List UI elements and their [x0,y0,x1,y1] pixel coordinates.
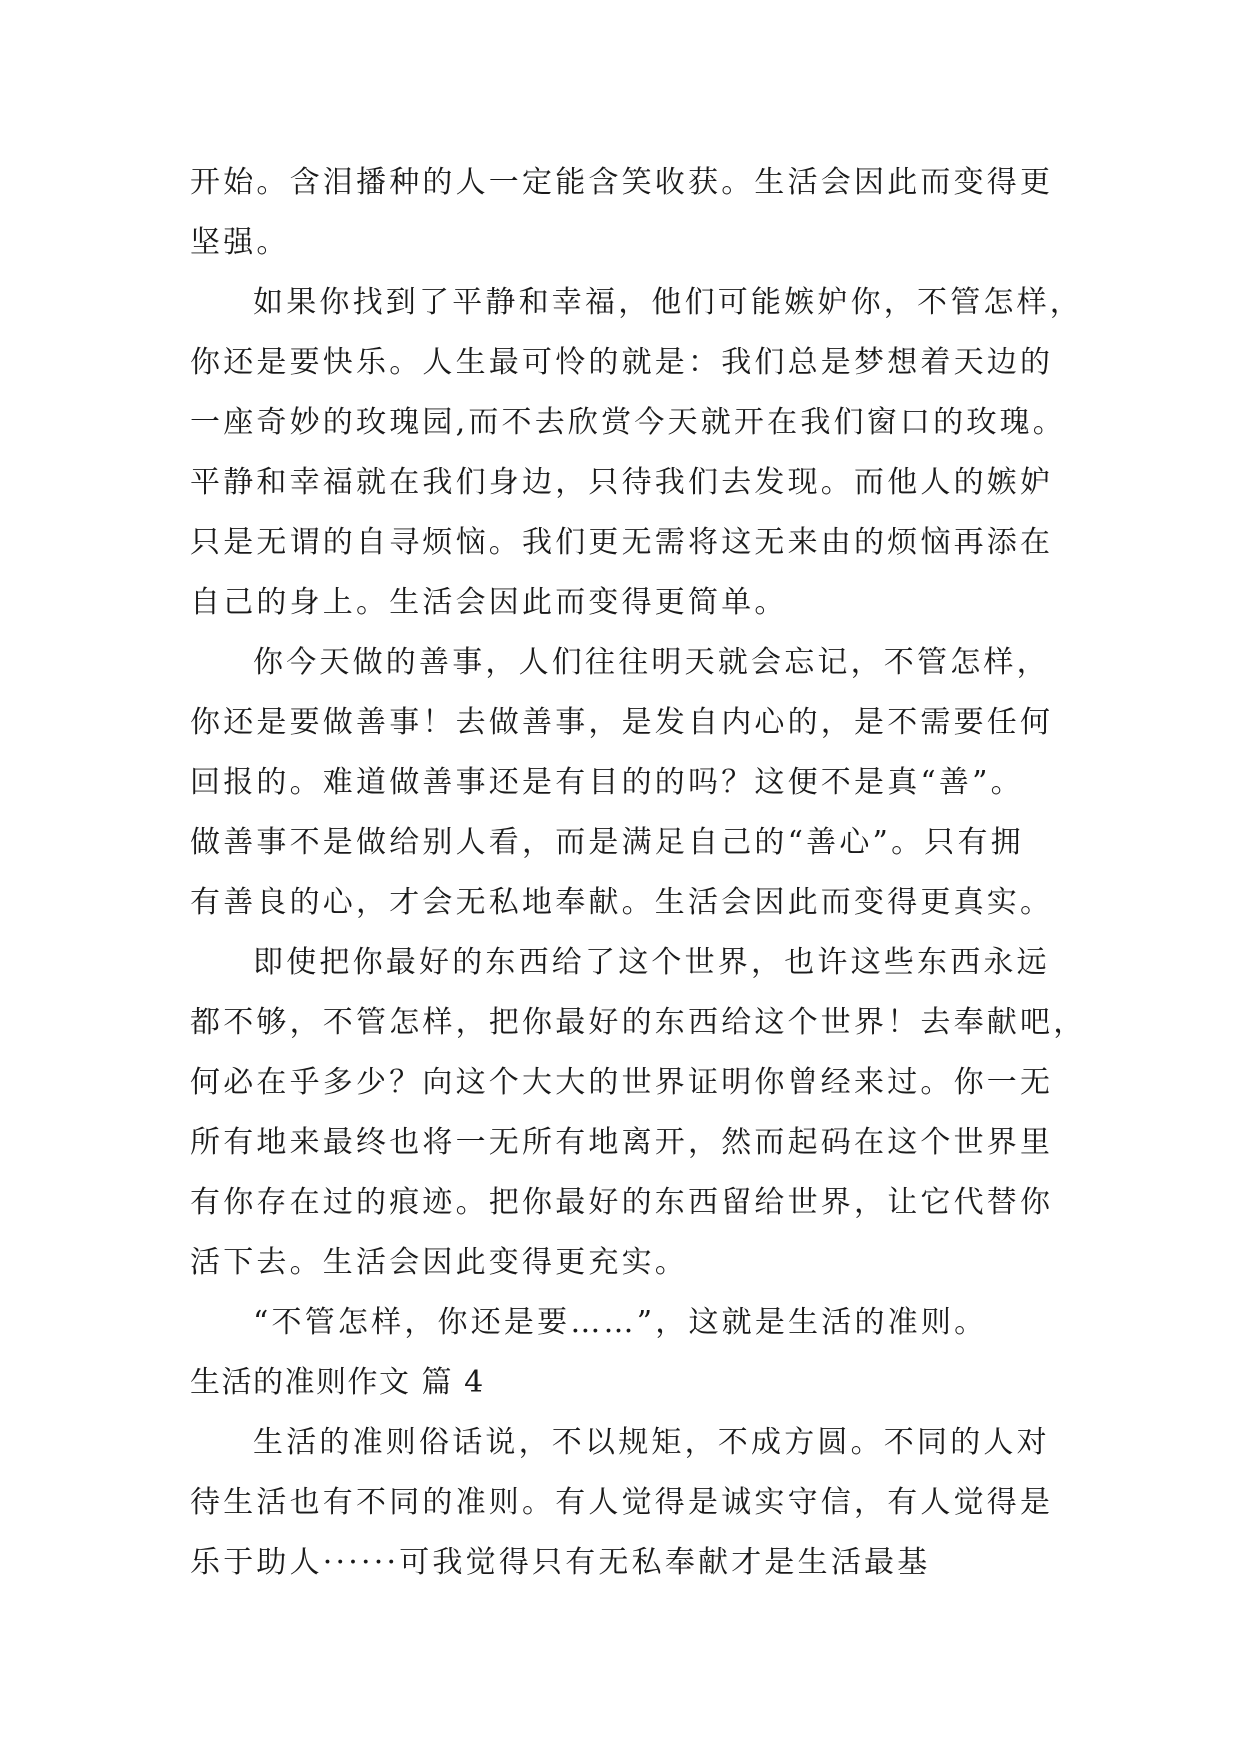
text-line: 所有地来最终也将一无所有地离开，然而起码在这个世界里 [190,1125,1054,1160]
text-line: 即使把你最好的东西给了这个世界，也许这些东西永远 [253,945,1050,980]
text-line: 坚强。 [190,225,290,260]
text-line: 如果你找到了平静和幸福，他们可能嫉妒你，不管怎样， [253,285,1083,320]
text-line: 做善事不是做给别人看，而是满足自己的“善心”。只有拥 [190,825,1024,860]
text-line: 都不够，不管怎样，把你最好的东西给这个世界！去奉献吧， [190,1005,1087,1040]
text-line: 有你存在过的痕迹。把你最好的东西留给世界，让它代替你 [190,1185,1054,1220]
text-line: 平静和幸福就在我们身边，只待我们去发现。而他人的嫉妒 [190,465,1054,500]
text-line: 何必在乎多少？向这个大大的世界证明你曾经来过。你一无 [190,1065,1054,1100]
text-line: 自己的身上。生活会因此而变得更简单。 [190,585,788,620]
text-line: 你今天做的善事，人们往往明天就会忘记，不管怎样， [253,645,1050,680]
text-line: 乐于助人······可我觉得只有无私奉献才是生活最基 [190,1545,931,1580]
text-line: 开始。含泪播种的人一定能含笑收获。生活会因此而变得更 [190,165,1054,200]
text-line: 生活的准则俗话说，不以规矩，不成方圆。不同的人对 [253,1425,1050,1460]
text-line: 活下去。生活会因此变得更充实。 [190,1245,688,1280]
text-line: 一座奇妙的玫瑰园,而不去欣赏今天就开在我们窗口的玫瑰。 [190,405,1066,440]
text-line: 有善良的心，才会无私地奉献。生活会因此而变得更真实。 [190,885,1054,920]
text-line: 只是无谓的自寻烦恼。我们更无需将这无来由的烦恼再添在 [190,525,1054,560]
text-line: 你还是要快乐。人生最可怜的就是：我们总是梦想着天边的 [190,345,1054,380]
text-line: 你还是要做善事！去做善事，是发自内心的，是不需要任何 [190,705,1054,740]
section-heading: 生活的准则作文 篇 4 [190,1365,485,1400]
text-line: “不管怎样，你还是要……”，这就是生活的准则。 [253,1305,988,1340]
text-line: 回报的。难道做善事还是有目的的吗？这便不是真“善”。 [190,765,1024,800]
text-line: 待生活也有不同的准则。有人觉得是诚实守信，有人觉得是 [190,1485,1054,1520]
